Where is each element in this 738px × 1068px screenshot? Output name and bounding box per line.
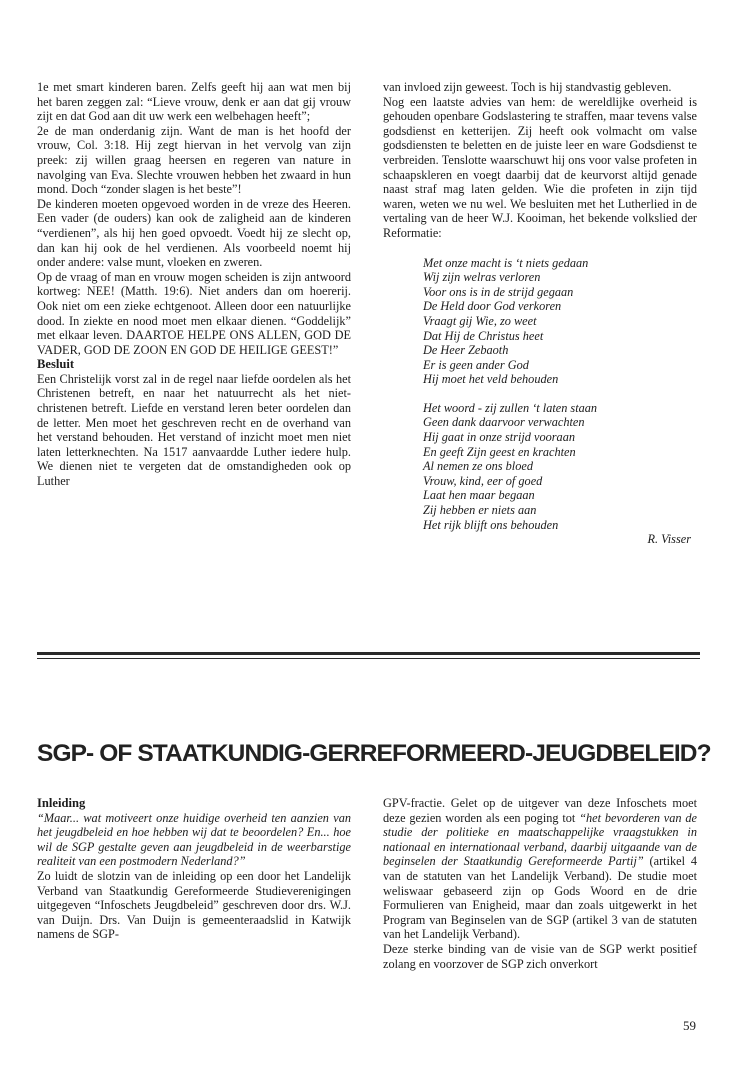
- poem-stanza-2: [423, 401, 697, 532]
- poem-line: Al nemen ze ons bloed: [423, 459, 533, 474]
- lutherlied-poem: [423, 256, 697, 533]
- poem-line: Laat hen maar begaan: [423, 488, 535, 503]
- poem-line: Geen dank daarvoor verwachten: [423, 415, 585, 430]
- poem-line: Het rijk blijft ons behouden: [423, 517, 559, 532]
- text-run: GPV-fractie. Gelet op de uitgever van deze Infoschets moet deze gezien worden als een poging tot: [383, 796, 697, 825]
- poem-line: Hij moet het veld behouden: [423, 372, 559, 387]
- section-heading-inleiding: Inleiding: [37, 796, 86, 810]
- section-heading-besluit: Besluit: [37, 357, 75, 372]
- paragraph: Nog een laatste advies van hem: de wereldlijke overheid is gehouden openbare Godslastering te straffen, maar tevens valse godsdienst en ketterijen. Zij heeft ook volmacht om valse godsdiensten te beletten en de juiste leer en ware Godsdienst te verbreiden. Tenslotte waarschuwt hij ons voor valse profeten in schaapskleren en voegt daarbij dat de keurvorst altijd genade naast straf mag laten gelden. Wie die profeten in zijn tijd waren, weten we nu wel. We besluiten met het Lutherlied in de vertaling van de heer W.J. Kooiman, het bekende volkslied der Reformatie:: [383, 94, 697, 240]
- paragraph: Op de vraag of man en vrouw mogen scheiden is zijn antwoord kortweg: NEE! (Matth. 19:6). Niet anders dan om hoererij. Ook niet om een zieke echtgenoot. Alleen door een natuurlijke dood. In ziekte en nood moet men elkaar dienen. “Goddelijk” met elkaar leven. DAARTOE HELPE ONS ALLEN, GOD DE VADER, GOD DE ZOON EN GOD DE HEILIGE GEEST!”: [37, 269, 351, 357]
- poem-line: Het woord - zij zullen ‘t laten staan: [423, 400, 598, 415]
- poem-line: Vraagt gij Wie, zo weet: [423, 313, 537, 328]
- poem-line: En geeft Zijn geest en krachten: [423, 444, 576, 459]
- poem-line: De Heer Zebaoth: [423, 343, 509, 358]
- poem-line: Voor ons is in de strijd gegaan: [423, 284, 574, 299]
- poem-line: Wij zijn welras verloren: [423, 270, 541, 285]
- column-upper-left: [37, 80, 351, 489]
- paragraph: Deze sterke binding van de visie van de SGP werkt positief zolang en voorzover de SGP zich onverkort: [383, 941, 697, 971]
- article-title: SGP- OF STAATKUNDIG-GERREFORMEERD-JEUGDBELEID?: [37, 740, 711, 767]
- statute-quote: “het bevorderen van de studie der politieke en maatschappelijke vraagstukken in nationaal en internationaal verband, daarbij uitgaande van de beginselen der Staatkundig Gereformeerde Partij”: [383, 810, 697, 869]
- poem-line: Zij hebben er niets aan: [423, 503, 537, 518]
- column-upper-right: [383, 80, 697, 547]
- paragraph: 1e met smart kinderen baren. Zelfs geeft hij aan wat men bij het baren zeggen zal: “Lieve vrouw, denk er aan dat gij vrouw zijt en dat God aan dit uw werk een welbehagen heeft”;: [37, 80, 351, 124]
- page-number: 59: [683, 1018, 696, 1033]
- author-signature: R. Visser: [647, 532, 691, 547]
- paragraph: De kinderen moeten opgevoed worden in de vreze des Heeren. Een vader (de ouders) kan ook de zaligheid aan de kinderen “verdienen”, als hij hen goed opvoedt. Voedt hij ze slecht op, dan kan hij ook de hel verdienen. Als voorbeeld noemt hij onder andere: valse munt, vloeken en zweren.: [37, 196, 351, 270]
- column-lower-right: [383, 796, 697, 971]
- poem-line: De Held door God verkoren: [423, 299, 562, 314]
- divider-rule-thin: [37, 658, 700, 659]
- poem-line: Vrouw, kind, eer of goed: [423, 473, 543, 488]
- intro-quote: “Maar... wat motiveert onze huidige overheid ten aanzien van het jeugdbeleid en hoe hebben wij dat te beoordelen? En... hoe wil de SGP gestalte geven aan jeugdbeleid in de weerbarstige realiteit van een postmodern Nederland?”: [37, 810, 351, 869]
- paragraph: Een Christelijk vorst zal in de regel naar liefde oordelen als het Christenen betreft, en naar het natuurrecht als het niet-christenen betreft. Liefde en verstand leren beter oordelen dan de letter. Men moet het geschreven recht en de overhand van het verstand behouden. Het verstand of inzicht moet men niet laten letterknechten. Na 1517 aanvaardde Luther iedere hulp. We dienen niet te vergeten dat de omstandigheden ook op Luther: [37, 371, 351, 489]
- poem-line: Hij gaat in onze strijd vooraan: [423, 430, 576, 445]
- poem-line: Dat Hij de Christus heet: [423, 328, 544, 343]
- paragraph: 2e de man onderdanig zijn. Want de man is het hoofd der vrouw, Col. 3:18. Hij zegt hiervan in het vervolg van zijn preek: zij willen graag heersen en regeren van nature in navolging van Eva. Slechte vrouwen hebben het zwaard in hun mond. Doch “zonder slagen is het beste”!: [37, 123, 351, 197]
- text-run: (artikel 4 van de statuten van het Landelijk Verband). De studie moet weliswaar gebaseerd zijn op Gods Woord en de drie Formulieren van Enigheid, maar dan zoals uitgewerkt in het Program van Beginselen van de SGP (artikel 3 van de statuten van het Landelijk Verband).: [383, 854, 697, 942]
- paragraph: van invloed zijn geweest. Toch is hij standvastig gebleven.: [383, 80, 672, 94]
- poem-line: Met onze macht is ‘t niets gedaan: [423, 255, 589, 270]
- poem-stanza-1: [423, 256, 697, 387]
- divider-rule-thick: [37, 652, 700, 655]
- poem-line: Er is geen ander God: [423, 357, 529, 372]
- paragraph: [383, 796, 697, 942]
- column-lower-left: [37, 796, 351, 942]
- paragraph: Zo luidt de slotzin van de inleiding op een door het Landelijk Verband van Staatkundig Gereformeerde Studieverenigingen uitgegeven “Infoschets Jeugdbeleid” geschreven door drs. W.J. van Duijn. Drs. Van Duijn is gemeenteraadslid in Katwijk namens de SGP-: [37, 868, 351, 942]
